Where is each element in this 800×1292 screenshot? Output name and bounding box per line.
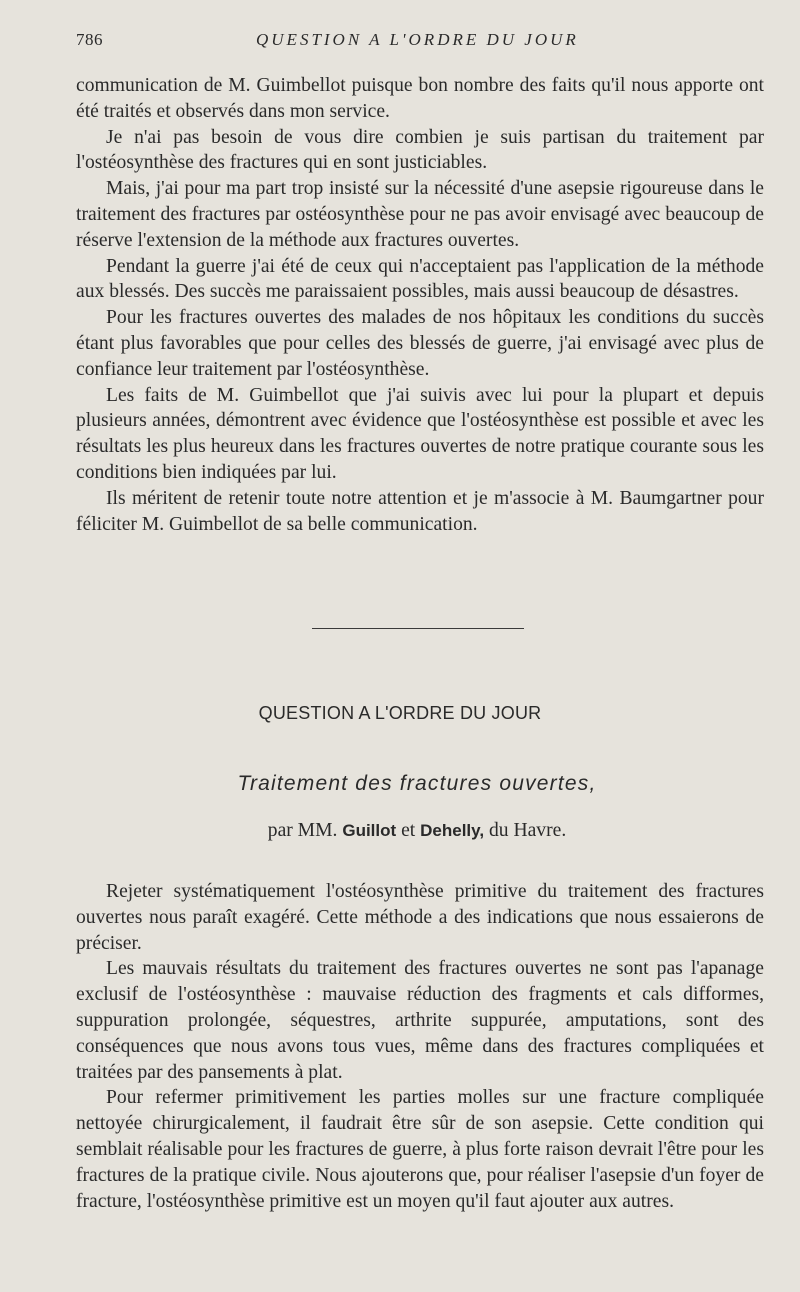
paragraph: Mais, j'ai pour ma part trop insisté sur la nécessité d'une asepsie rigoureuse dans le traitement des fractures par ostéosynthèse pour ne pas avoir envisagé avec beaucoup de réserve l'extension de la méthode aux fractures ouvertes. <box>76 178 764 251</box>
paragraph: communication de M. Guimbellot puisque bon nombre des faits qu'il nous apporte ont été traités et observés dans mon service. <box>76 75 764 122</box>
section-divider <box>312 628 524 629</box>
byline <box>0 820 800 842</box>
paragraph: Pendant la guerre j'ai été de ceux qui n'acceptaient pas l'application de la méthode aux blessés. Des succès me paraissaient possibles, mais aussi beaucoup de désastres. <box>76 255 764 303</box>
section-title: QUESTION A L'ORDRE DU JOUR <box>258 703 542 723</box>
author-name: Guillot <box>342 821 397 840</box>
paragraph: Je n'ai pas besoin de vous dire combien je suis partisan du traitement par l'ostéosynthèse des fractures qui en sont justiciables. <box>76 126 764 174</box>
paragraph: Pour les fractures ouvertes des malades de nos hôpitaux les conditions du succès étant plus favorables que pour celles des blessés de guerre, j'ai envisagé avec plus de confiance leur traitement par l'ostéosynthèse. <box>76 307 764 380</box>
byline-affiliation: du Havre. <box>488 820 567 841</box>
paragraph: Les faits de M. Guimbellot que j'ai suivis avec lui pour la plupart et depuis plusieurs années, démontrent avec évidence que l'ostéosynthèse est possible et avec les résultats les plus heureux dans les fractures ouvertes de notre pratique courante sous les conditions bien indiquées par lui. <box>76 384 764 483</box>
running-title: QUESTION A L'ORDRE DU JOUR <box>256 30 579 49</box>
continuation-text <box>76 73 764 537</box>
article-text <box>76 879 764 1214</box>
byline-prefix: par MM. <box>267 820 338 841</box>
paragraph: Ils méritent de retenir toute notre attention et je m'associe à M. Baumgartner pour féliciter M. Guimbellot de sa belle communication. <box>76 487 764 535</box>
paragraph: Pour refermer primitivement les parties molles sur une fracture compliquée nettoyée chirurgicalement, il faudrait être sûr de son asepsie. Cette condition qui semblait réalisable pour les fractures de guerre, à plus forte raison devrait l'être pour les fractures de la pratique civile. Nous ajouterons que, pour réaliser l'asepsie d'un foyer de fracture, l'ostéosynthèse primitive est un moyen qu'il faut ajouter aux autres. <box>76 1087 764 1212</box>
running-head <box>76 30 766 54</box>
article-title: Traitement des fractures ouvertes, <box>237 772 597 795</box>
author-name: Dehelly, <box>420 821 485 840</box>
page-number: 786 <box>76 30 103 49</box>
paragraph: Rejeter systématiquement l'ostéosynthèse primitive du traitement des fractures ouvertes nous paraît exagéré. Cette méthode a des indications que nous essaierons de préciser. <box>76 881 764 954</box>
byline-conjunction: et <box>401 820 416 841</box>
paragraph: Les mauvais résultats du traitement des fractures ouvertes ne sont pas l'apanage exclusif de l'ostéosynthèse : mauvaise réduction des fragments et cals difformes, suppuration prolongée, séquestres, arthrite suppurée, amputations, sont des conséquences que nous avons tous vues, même dans des fractures compliquées et traitées par des pansements à plat. <box>76 958 764 1083</box>
